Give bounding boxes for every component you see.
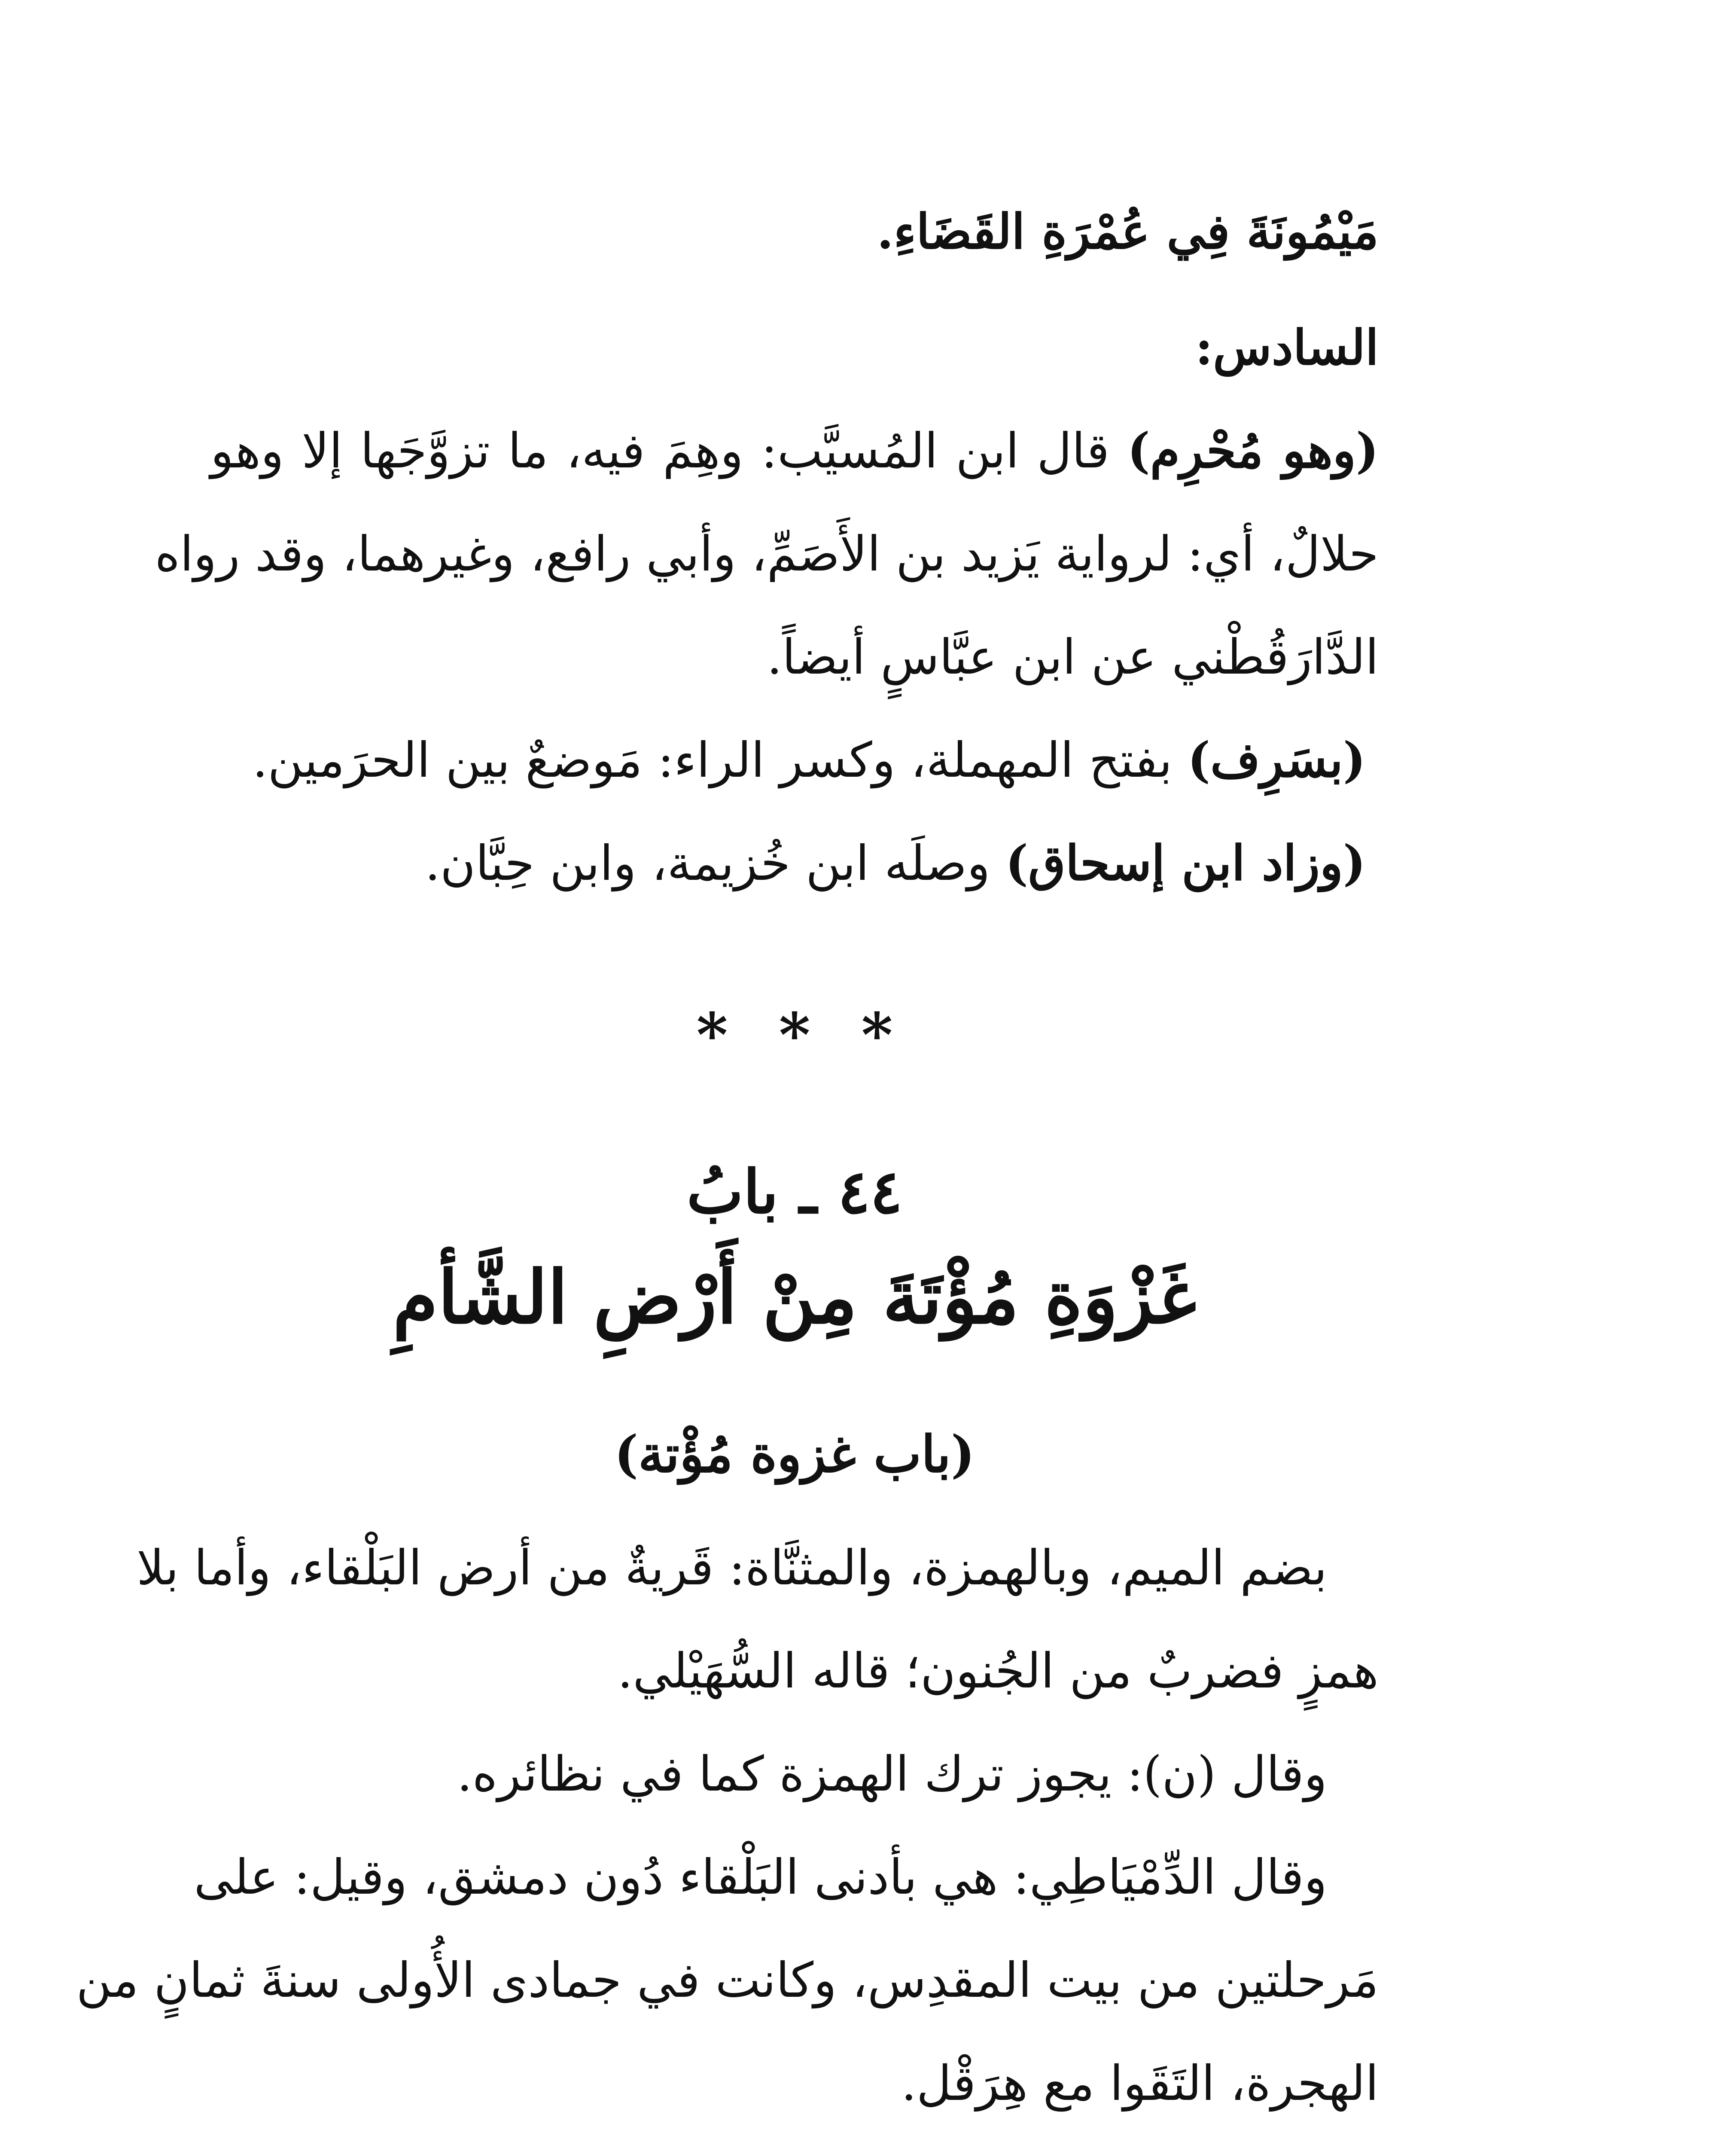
- lemma: (وزاد ابن إسحاق): [1005, 835, 1366, 891]
- paragraph-line: [210, 812, 1379, 915]
- opening-line: مَيْمُونَةَ فِي عُمْرَةِ القَضَاءِ.: [877, 204, 1379, 260]
- commentary-text: وصلَه ابن خُزيمة، وابن حِبَّان.: [425, 836, 990, 891]
- paragraph-line: وقال (ن): يجوز ترك الهمزة كما في نظائره.: [457, 1746, 1327, 1802]
- lemma: (وهو مُحْرِم): [1127, 423, 1379, 479]
- paragraph-line: بضم الميم، وبالهمزة، والمثنَّاة: قَريةٌ من أرض البَلْقاء، وأما بلا: [137, 1540, 1327, 1596]
- paragraph-line: الهجرة، التَقَوا مع هِرَقْل.: [901, 2056, 1379, 2111]
- paragraph-line: [210, 709, 1379, 812]
- paragraph-line: حلالٌ، أي: لرواية يَزيد بن الأَصَمِّ، وأبي رافع، وغيرهما، وقد رواه: [155, 526, 1379, 582]
- lemma: (بسَرِف): [1188, 732, 1366, 788]
- commentary-text: قال ابن المُسيَّب: وهِمَ فيه، ما تزوَّجَها إلا وهو: [210, 423, 1110, 479]
- commentary-text: بفتح المهملة، وكسر الراء: مَوضعٌ بين الحرَمين.: [252, 732, 1173, 788]
- paragraph-line: مَرحلتين من بيت المقدِس، وكانت في جمادى الأُولى سنةَ ثمانٍ من: [76, 1953, 1379, 2008]
- chapter-number: ٤٤ ـ بابُ: [686, 1157, 903, 1227]
- paragraph-line: [210, 400, 1379, 503]
- chapter-title: غَزْوَةِ مُؤْتَةَ مِنْ أَرْضِ الشَّأمِ: [393, 1254, 1197, 1340]
- section-separator: * * *: [696, 1000, 893, 1071]
- sub-heading: (باب غزوة مُؤْتة): [614, 1424, 975, 1484]
- section-heading-sixth: السادس:: [1195, 320, 1379, 376]
- paragraph-line: وقال الدِّمْيَاطِي: هي بأدنى البَلْقاء دُون دمشق، وقيل: على: [194, 1849, 1327, 1905]
- paragraph-line: همزٍ فضربٌ من الجُنون؛ قاله السُّهَيْلي.: [617, 1643, 1379, 1699]
- page-content: [76, 180, 1379, 2148]
- paragraph-line: الدَّارَقُطْني عن ابن عبَّاسٍ أيضاً.: [767, 629, 1379, 685]
